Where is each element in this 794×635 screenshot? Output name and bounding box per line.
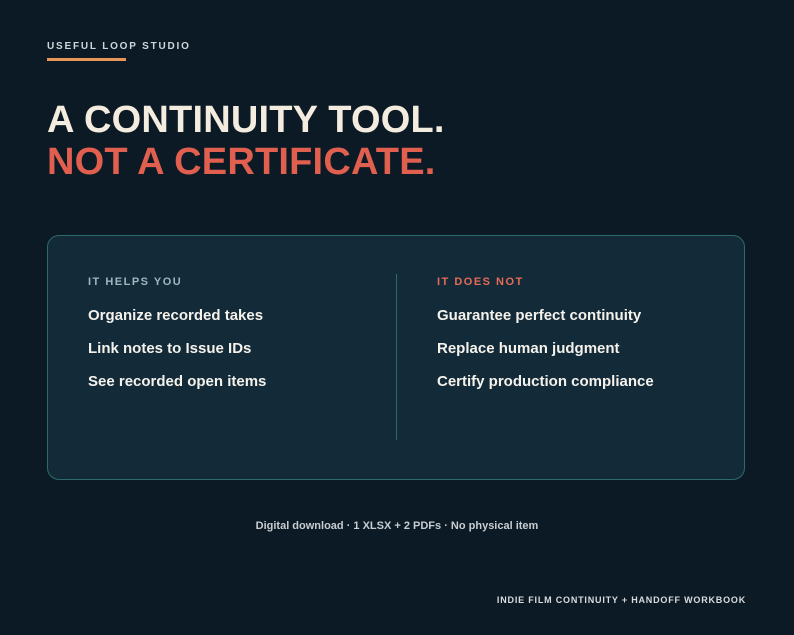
brand-underline [47, 58, 126, 61]
does-not-item: Guarantee perfect continuity [437, 307, 642, 324]
product-name: INDIE FILM CONTINUITY + HANDOFF WORKBOOK [496, 595, 746, 605]
column-divider [396, 274, 397, 440]
does-not-item: Replace human judgment [437, 340, 620, 357]
does-not-item: Certify production compliance [437, 373, 654, 390]
does-not-heading: IT DOES NOT [437, 276, 524, 288]
brand-name: USEFUL LOOP STUDIO [47, 41, 191, 52]
does-not-list [437, 307, 654, 390]
helps-heading: IT HELPS YOU [88, 276, 183, 288]
comparison-panel [47, 235, 745, 480]
headline [47, 99, 445, 183]
headline-line-1: A CONTINUITY TOOL. [47, 99, 445, 141]
helps-item: Link notes to Issue IDs [88, 340, 252, 357]
helps-list [88, 307, 266, 390]
helps-item: Organize recorded takes [88, 307, 264, 324]
helps-column [88, 276, 266, 406]
helps-item: See recorded open items [88, 373, 267, 390]
headline-line-2: NOT A CERTIFICATE. [47, 141, 436, 183]
delivery-footnote: Digital download · 1 XLSX + 2 PDFs · No physical item [255, 520, 539, 532]
does-not-column [437, 276, 654, 406]
